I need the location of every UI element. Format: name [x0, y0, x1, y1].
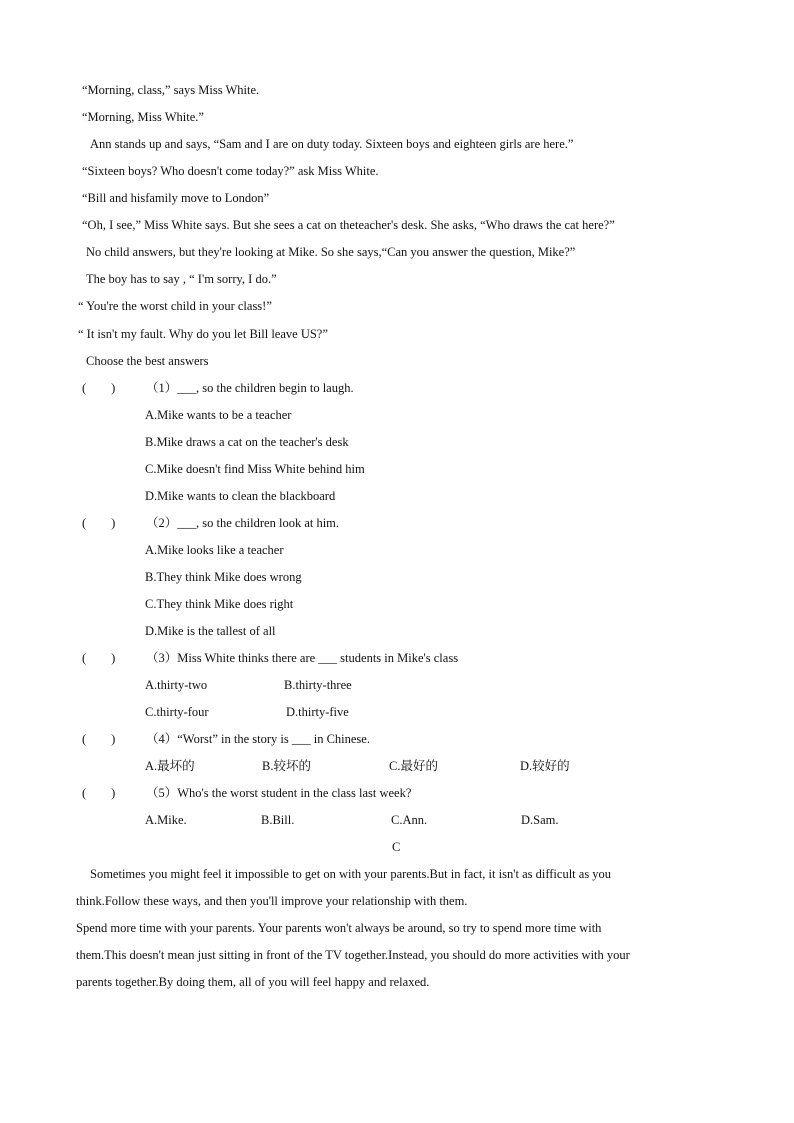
option: D.thirty-five — [286, 705, 349, 719]
option: C.thirty-four — [145, 705, 209, 719]
answer-blank[interactable]: ( ) — [82, 732, 116, 746]
answer-blank[interactable]: ( ) — [82, 516, 116, 530]
option: B.They think Mike does wrong — [145, 570, 302, 584]
passage-line: Sometimes you might feel it impossible to get on with your parents.But in fact, it isn't as difficult as you — [90, 867, 612, 881]
passage-line: them.This doesn't mean just sitting in front of the TV together.Instead, you should do more activities with your — [76, 948, 630, 962]
option: D.Sam. — [521, 813, 559, 827]
question-stem: （1）___, so the children begin to laugh. — [146, 381, 354, 395]
question-stem: （5）Who's the worst student in the class last week? — [146, 786, 412, 800]
option: B.Mike draws a cat on the teacher's desk — [145, 435, 349, 449]
option: A.Mike. — [145, 813, 187, 827]
answer-blank[interactable]: ( ) — [82, 651, 116, 665]
question-stem: （3）Miss White thinks there are ___ students in Mike's class — [146, 651, 459, 665]
dialogue-line: “Morning, Miss White.” — [82, 110, 204, 124]
passage-line: parents together.By doing them, all of you will feel happy and relaxed. — [76, 975, 430, 989]
option: A.Mike looks like a teacher — [145, 543, 284, 557]
answer-blank[interactable]: ( ) — [82, 381, 116, 395]
question-stem: （4）“Worst” in the story is ___ in Chinese. — [146, 732, 370, 746]
instruction-text: Choose the best answers — [86, 354, 209, 368]
option: C.Mike doesn't find Miss White behind him — [145, 462, 365, 476]
option: A.thirty-two — [145, 678, 208, 692]
option: A.最坏的 — [145, 759, 195, 773]
option: D.较好的 — [520, 759, 570, 773]
passage-line: think.Follow these ways, and then you'll improve your relationship with them. — [76, 894, 468, 908]
option: B.thirty-three — [284, 678, 352, 692]
dialogue-line: “Oh, I see,” Miss White says. But she sees a cat on theteacher's desk. She asks, “Who draws the cat here?” — [82, 218, 615, 232]
option: D.Mike wants to clean the blackboard — [145, 489, 336, 503]
section-heading: C — [392, 840, 401, 854]
dialogue-line: “ You're the worst child in your class!” — [78, 299, 272, 313]
answer-blank[interactable]: ( ) — [82, 786, 116, 800]
option: C.They think Mike does right — [145, 597, 294, 611]
question-stem: （2）___, so the children look at him. — [146, 516, 340, 530]
option: A.Mike wants to be a teacher — [145, 408, 292, 422]
option: D.Mike is the tallest of all — [145, 624, 276, 638]
option: C.Ann. — [391, 813, 428, 827]
passage-line: Spend more time with your parents. Your parents won't always be around, so try to spend more time with — [76, 921, 602, 935]
dialogue-line: The boy has to say , “ I'm sorry, I do.” — [86, 272, 277, 286]
option: C.最好的 — [389, 759, 438, 773]
dialogue-line: Ann stands up and says, “Sam and I are on duty today. Sixteen boys and eighteen girls are here.” — [90, 137, 574, 151]
dialogue-line: “ It isn't my fault. Why do you let Bill leave US?” — [78, 327, 328, 341]
dialogue-line: “Bill and hisfamily move to London” — [82, 191, 270, 205]
dialogue-line: “Morning, class,” says Miss White. — [82, 83, 260, 97]
dialogue-line: “Sixteen boys? Who doesn't come today?” ask Miss White. — [82, 164, 379, 178]
dialogue-line: No child answers, but they're looking at Mike. So she says,“Can you answer the question, Mike?” — [86, 245, 576, 259]
option: B.较坏的 — [262, 759, 311, 773]
option: B.Bill. — [261, 813, 295, 827]
